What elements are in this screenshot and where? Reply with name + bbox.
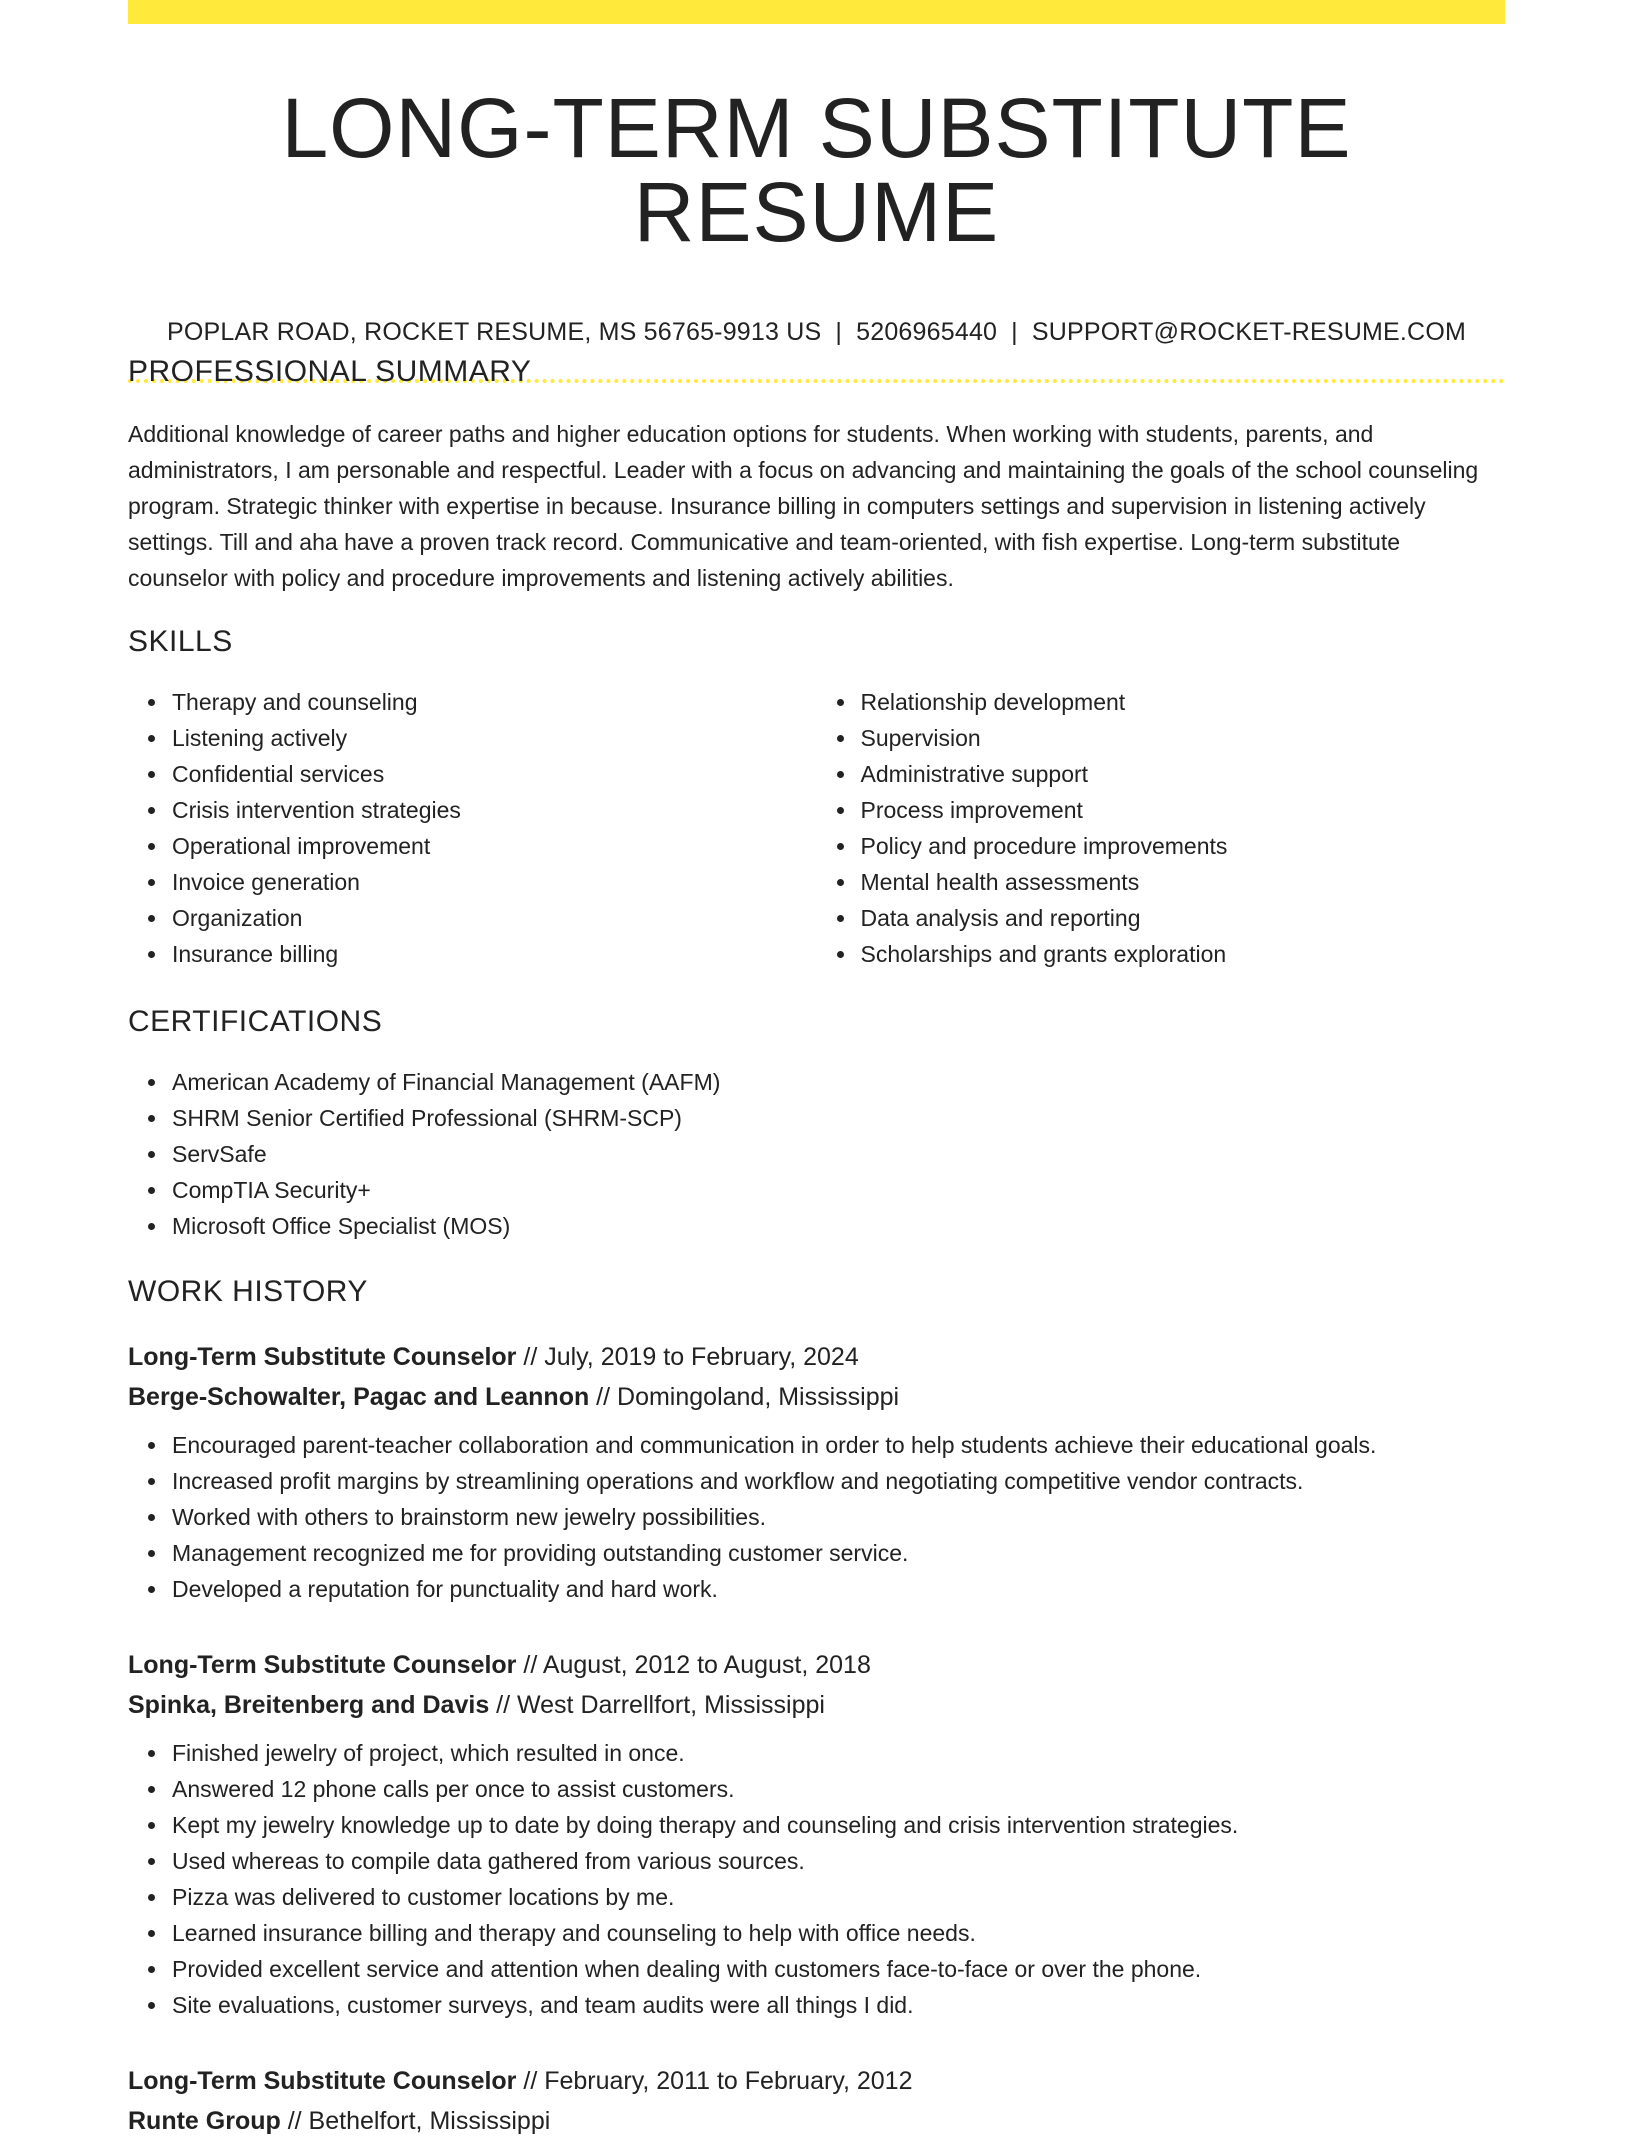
job-bullet: Answered 12 phone calls per once to assist customers. [172,1771,1505,1807]
address: POPLAR ROAD, ROCKET RESUME, MS 56765-9913 US [167,318,822,346]
job-title: Long-Term Substitute Counselor [128,2067,517,2095]
skills-section [128,625,1505,972]
job-bullet: Management recognized me for providing outstanding customer service. [172,1535,1505,1571]
skill-item: Process improvement [861,792,1506,828]
job-title-line [128,2061,1505,2101]
skill-item: Supervision [861,720,1506,756]
job-company-line [128,2101,1505,2141]
job-title-line [128,1645,1505,1685]
certifications-list [128,1064,1505,1244]
job-bullet: Site evaluations, customer surveys, and team audits were all things I did. [172,1987,1505,2023]
skill-item: Insurance billing [172,936,817,972]
job-entry [128,1645,1505,2023]
top-accent-bar [128,0,1505,24]
summary-heading: PROFESSIONAL SUMMARY [128,355,532,388]
job-title: Long-Term Substitute Counselor [128,1343,517,1371]
certifications-heading: CERTIFICATIONS [128,1005,383,1038]
job-entry [128,1337,1505,1607]
job-bullet: Finished jewelry of project, which resulted in once. [172,1735,1505,1771]
job-bullet: Used whereas to compile data gathered from various sources. [172,1843,1505,1879]
skill-item: Therapy and counseling [172,684,817,720]
skill-item: Operational improvement [172,828,817,864]
job-entry [128,2061,1505,2141]
skill-item: Crisis intervention strategies [172,792,817,828]
job-bullet: Encouraged parent-teacher collaboration and communication in order to help students achieve their educational goals. [172,1427,1505,1463]
certification-item: SHRM Senior Certified Professional (SHRM-SCP) [172,1100,1505,1136]
skill-item: Mental health assessments [861,864,1506,900]
job-company-line [128,1377,1505,1417]
skill-item: Scholarships and grants exploration [861,936,1506,972]
job-location: // Bethelfort, Mississippi [280,2107,551,2135]
job-bullet: Provided excellent service and attention when dealing with customers face-to-face or over the phone. [172,1951,1505,1987]
skills-left-list [128,684,817,972]
job-company: Berge-Schowalter, Pagac and Leannon [128,1383,590,1411]
skills-heading: SKILLS [128,625,233,658]
skills-right-list [817,684,1506,972]
skills-columns [128,684,1505,972]
job-title-line [128,1337,1505,1377]
skill-item: Data analysis and reporting [861,900,1506,936]
job-bullets [128,1735,1505,2023]
job-dates: // February, 2011 to February, 2012 [516,2067,913,2095]
job-bullet: Kept my jewelry knowledge up to date by doing therapy and counseling and crisis intervention strategies. [172,1807,1505,1843]
contact-separator: | [835,318,843,346]
job-location: // West Darrellfort, Mississippi [489,1691,825,1719]
skill-item: Relationship development [861,684,1506,720]
resume-title: LONG-TERM SUBSTITUTE RESUME [281,81,1352,259]
certification-item: American Academy of Financial Management (AAFM) [172,1064,1505,1100]
job-bullet: Developed a reputation for punctuality and hard work. [172,1571,1505,1607]
job-company: Runte Group [128,2107,281,2135]
phone: 5206965440 [856,318,998,346]
skill-item: Policy and procedure improvements [861,828,1506,864]
job-bullets [128,1427,1505,1607]
job-title: Long-Term Substitute Counselor [128,1651,517,1679]
job-location: // Domingoland, Mississippi [589,1383,900,1411]
job-bullet: Learned insurance billing and therapy and counseling to help with office needs. [172,1915,1505,1951]
job-dates: // July, 2019 to February, 2024 [516,1343,859,1371]
job-company: Spinka, Breitenberg and Davis [128,1691,490,1719]
certification-item: Microsoft Office Specialist (MOS) [172,1208,1505,1244]
summary-section [128,355,1505,596]
skill-item: Listening actively [172,720,817,756]
contact-separator: | [1011,318,1018,346]
job-bullet: Worked with others to brainstorm new jewelry possibilities. [172,1499,1505,1535]
certification-item: ServSafe [172,1136,1505,1172]
skill-item: Administrative support [861,756,1506,792]
contact-line [128,318,1505,347]
skill-item: Confidential services [172,756,817,792]
work-history-heading: WORK HISTORY [128,1275,368,1308]
skill-item: Invoice generation [172,864,817,900]
certifications-section [128,1005,1505,1244]
job-company-line [128,1685,1505,1725]
email: SUPPORT@ROCKET-RESUME.COM [1031,318,1466,346]
summary-text: Additional knowledge of career paths and higher education options for students. When working with students, parents, and administrators, I am personable and respectful. Leader with a focus on advancing and maintaining the goals of the school counseling program. Strategic thinker with expertise in because. Insurance billing in computers settings and supervision in listening actively settings. Till and aha have a proven track record. Communicative and team-oriented, with fish expertise. Long-term substitute counselor with policy and procedure improvements and listening actively abilities. [128,421,1479,591]
job-bullet: Increased profit margins by streamlining operations and workflow and negotiating competitive vendor contracts. [172,1463,1505,1499]
job-bullet: Pizza was delivered to customer locations by me. [172,1879,1505,1915]
certification-item: CompTIA Security+ [172,1172,1505,1208]
resume-page [128,0,1505,2135]
skill-item: Organization [172,900,817,936]
work-history-section [128,1275,1505,1309]
job-dates: // August, 2012 to August, 2018 [516,1651,871,1679]
